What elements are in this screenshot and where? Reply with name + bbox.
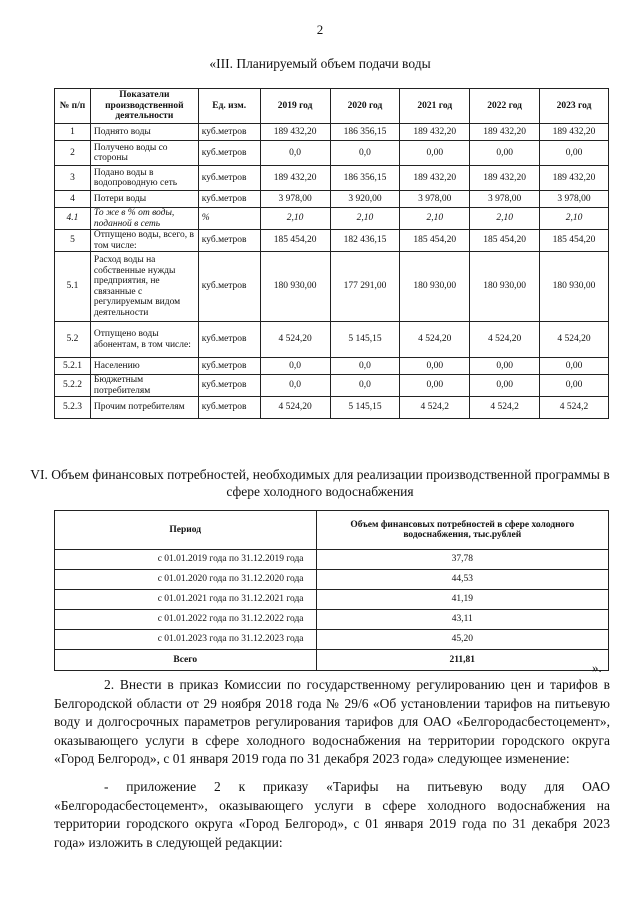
row-indicator: Отпущено воды абонентам, в том числе: (90, 322, 198, 358)
table-row (55, 230, 609, 252)
row-number: 5.2.1 (55, 358, 91, 375)
row-indicator: Потери воды (90, 191, 198, 208)
total-value: 211,81 (316, 650, 608, 671)
table-row (55, 166, 609, 191)
row-value: 180 930,00 (470, 252, 540, 322)
row-value: 4 524,20 (260, 322, 330, 358)
row-unit: куб.метров (198, 322, 260, 358)
header-2020: 2020 год (330, 89, 400, 124)
financial-needs-table (54, 510, 609, 671)
row-indicator: Подано воды в водопроводную сеть (90, 166, 198, 191)
row-value: 0,00 (400, 358, 470, 375)
table-row (55, 322, 609, 358)
row-value: 177 291,00 (330, 252, 400, 322)
row-value: 0,00 (540, 358, 609, 375)
row-unit: куб.метров (198, 191, 260, 208)
row-value: 185 454,20 (540, 230, 609, 252)
row-value: 5 145,15 (330, 322, 400, 358)
row-value: 0,00 (540, 141, 609, 166)
row-value: 0,00 (470, 141, 540, 166)
row-unit: куб.метров (198, 124, 260, 141)
row-number: 1 (55, 124, 91, 141)
row-value: 4 524,2 (470, 397, 540, 419)
row-value: 189 432,20 (470, 124, 540, 141)
row-number: 5.2.3 (55, 397, 91, 419)
page-number: 2 (316, 22, 324, 37)
row-value: 4 524,20 (540, 322, 609, 358)
table-row (55, 124, 609, 141)
row-value: 0,00 (400, 141, 470, 166)
header-unit: Ед. изм. (198, 89, 260, 124)
row-value: 3 978,00 (540, 191, 609, 208)
row-value: 189 432,20 (400, 124, 470, 141)
row-value: 182 436,15 (330, 230, 400, 252)
row-value: 0,00 (470, 375, 540, 397)
total-row (55, 650, 609, 671)
row-value: 2,10 (400, 208, 470, 230)
row-indicator: Бюджетным потребителям (90, 375, 198, 397)
section-6-title: VI. Объем финансовых потребностей, необходимых для реализации производственной программы в сфере холодного водоснабжения (30, 467, 610, 499)
table-row (55, 191, 609, 208)
row-value: 0,00 (470, 358, 540, 375)
table-row (55, 630, 609, 650)
period-cell: с 01.01.2019 года по 31.12.2019 года (55, 550, 317, 570)
row-value: 2,10 (470, 208, 540, 230)
header-amount: Объем финансовых потребностей в сфере холодного водоснабжения, тыс.рублей (316, 511, 608, 550)
header-2023: 2023 год (540, 89, 609, 124)
row-number: 3 (55, 166, 91, 191)
total-label: Всего (55, 650, 317, 671)
table-row (55, 141, 609, 166)
row-value: 4 524,20 (260, 397, 330, 419)
row-value: 0,0 (260, 375, 330, 397)
row-number: 5.2 (55, 322, 91, 358)
row-indicator: То же в % от воды, поданной в сеть (90, 208, 198, 230)
row-value: 180 930,00 (400, 252, 470, 322)
row-value: 0,00 (540, 375, 609, 397)
row-value: 189 432,20 (260, 166, 330, 191)
row-value: 3 978,00 (400, 191, 470, 208)
row-unit: куб.метров (198, 141, 260, 166)
table-row (55, 208, 609, 230)
row-unit: куб.метров (198, 358, 260, 375)
row-number: 5 (55, 230, 91, 252)
row-value: 189 432,20 (400, 166, 470, 191)
row-value: 4 524,2 (540, 397, 609, 419)
row-value: 0,0 (260, 358, 330, 375)
table-row (55, 375, 609, 397)
row-value: 4 524,2 (400, 397, 470, 419)
period-cell: с 01.01.2022 года по 31.12.2022 года (55, 610, 317, 630)
table-row (55, 590, 609, 610)
table-header-row (55, 511, 609, 550)
amount-cell: 37,78 (316, 550, 608, 570)
row-number: 4 (55, 191, 91, 208)
row-value: 185 454,20 (260, 230, 330, 252)
amount-cell: 45,20 (316, 630, 608, 650)
row-value: 0,0 (330, 358, 400, 375)
row-value: 5 145,15 (330, 397, 400, 419)
paragraph-appendix: - приложение 2 к приказу «Тарифы на питьевую воду для ОАО «Белгородасбестоцемент», оказывающего услуги в сфере холодного водоснабжения на территории городского округа «Город Белгород», с 01 января 2019 года по 31 декабря 2023 года» изложить в следующей редакции: (54, 779, 610, 850)
section-3-title: «III. Планируемый объем подачи воды (209, 56, 431, 71)
row-indicator: Прочим потребителям (90, 397, 198, 419)
row-unit: куб.метров (198, 166, 260, 191)
table-row (55, 550, 609, 570)
header-number: № п/п (55, 89, 91, 124)
row-value: 0,0 (330, 141, 400, 166)
row-indicator: Населению (90, 358, 198, 375)
row-value: 180 930,00 (540, 252, 609, 322)
row-indicator: Поднято воды (90, 124, 198, 141)
row-value: 189 432,20 (260, 124, 330, 141)
table-row (55, 358, 609, 375)
period-cell: с 01.01.2023 года по 31.12.2023 года (55, 630, 317, 650)
row-indicator: Получено воды со стороны (90, 141, 198, 166)
row-number: 5.1 (55, 252, 91, 322)
row-indicator: Отпущено воды, всего, в том числе: (90, 230, 198, 252)
row-value: 0,00 (400, 375, 470, 397)
period-cell: с 01.01.2020 года по 31.12.2020 года (55, 570, 317, 590)
row-value: 4 524,20 (470, 322, 540, 358)
row-value: 4 524,20 (400, 322, 470, 358)
row-indicator: Расход воды на собственные нужды предприятия, не связанные с регулируемым видом деятельности (90, 252, 198, 322)
table-row (55, 570, 609, 590)
row-value: 3 920,00 (330, 191, 400, 208)
amount-cell: 41,19 (316, 590, 608, 610)
row-unit: куб.метров (198, 230, 260, 252)
row-value: 0,0 (260, 141, 330, 166)
row-value: 189 432,20 (470, 166, 540, 191)
closing-quote: ». (592, 660, 602, 675)
header-indicator: Показатели производственной деятельности (90, 89, 198, 124)
row-unit: куб.метров (198, 252, 260, 322)
row-value: 186 356,15 (330, 124, 400, 141)
table-header-row (55, 89, 609, 124)
table-row (55, 610, 609, 630)
row-value: 2,10 (540, 208, 609, 230)
water-supply-table (54, 88, 609, 419)
row-value: 189 432,20 (540, 166, 609, 191)
amount-cell: 44,53 (316, 570, 608, 590)
row-unit: % (198, 208, 260, 230)
row-value: 189 432,20 (540, 124, 609, 141)
header-period: Период (55, 511, 317, 550)
row-value: 2,10 (260, 208, 330, 230)
row-unit: куб.метров (198, 375, 260, 397)
row-value: 3 978,00 (260, 191, 330, 208)
row-value: 2,10 (330, 208, 400, 230)
row-number: 4.1 (55, 208, 91, 230)
row-value: 185 454,20 (400, 230, 470, 252)
amount-cell: 43,11 (316, 610, 608, 630)
row-value: 0,0 (330, 375, 400, 397)
row-value: 185 454,20 (470, 230, 540, 252)
row-value: 180 930,00 (260, 252, 330, 322)
row-unit: куб.метров (198, 397, 260, 419)
row-number: 5.2.2 (55, 375, 91, 397)
period-cell: с 01.01.2021 года по 31.12.2021 года (55, 590, 317, 610)
header-2022: 2022 год (470, 89, 540, 124)
paragraph-amendment: 2. Внести в приказ Комиссии по государственному регулированию цен и тарифов в Белгородской области от 29 ноября 2018 года № 29/6 «Об установлении тарифов на питьевую воду и долгосрочных параметров регулирования тарифов для ОАО «Белгородасбестоцемент», оказывающего услуги в сфере холодного водоснабжения на территории городского округа «Город Белгород», с 01 января 2019 года по 31 декабря 2023 года» следующее изменение: (54, 677, 610, 766)
table-row (55, 252, 609, 322)
header-2019: 2019 год (260, 89, 330, 124)
row-number: 2 (55, 141, 91, 166)
row-value: 3 978,00 (470, 191, 540, 208)
header-2021: 2021 год (400, 89, 470, 124)
table-row (55, 397, 609, 419)
row-value: 186 356,15 (330, 166, 400, 191)
